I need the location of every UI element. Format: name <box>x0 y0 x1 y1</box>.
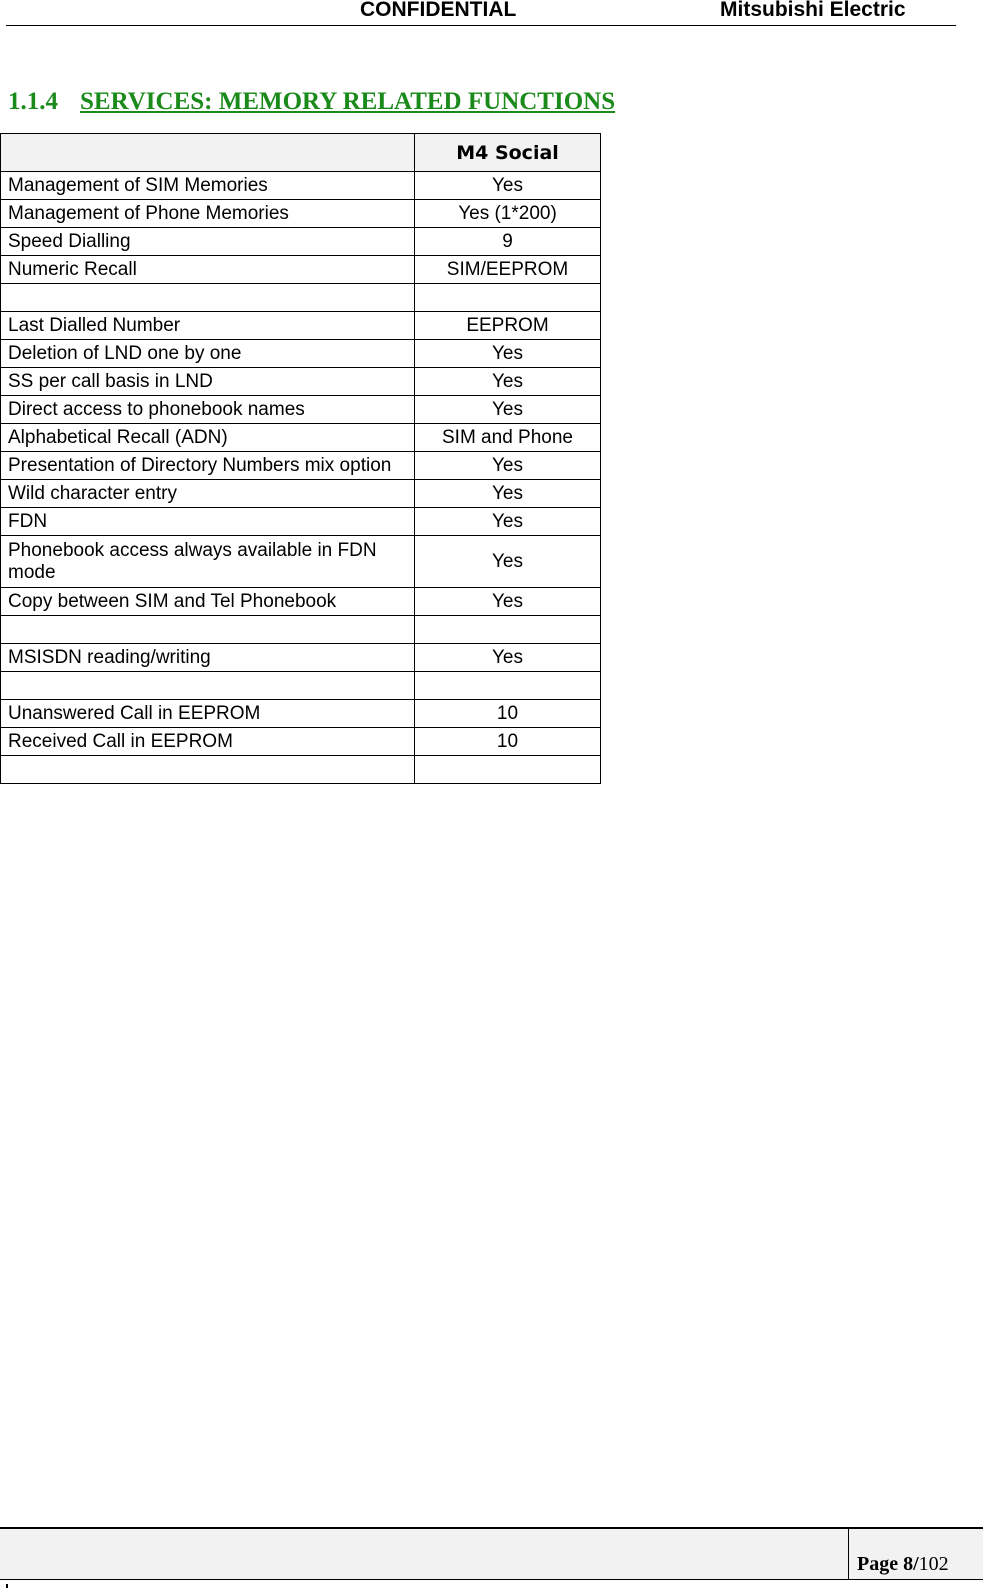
page-total: 102 <box>918 1553 949 1575</box>
table-row <box>1 256 601 284</box>
confidential-label: CONFIDENTIAL <box>360 0 517 21</box>
value-cell: Yes <box>415 588 601 616</box>
feature-cell <box>1 672 415 700</box>
feature-cell: MSISDN reading/writing <box>1 644 415 672</box>
value-cell: Yes <box>415 452 601 480</box>
value-cell: Yes <box>415 172 601 200</box>
table-row <box>1 588 601 616</box>
table-row <box>1 228 601 256</box>
feature-cell <box>1 284 415 312</box>
value-cell <box>415 284 601 312</box>
feature-cell: Presentation of Directory Numbers mix option <box>1 452 415 480</box>
table-row <box>1 424 601 452</box>
table-row <box>1 480 601 508</box>
footer-mark <box>6 1584 8 1588</box>
value-cell: 9 <box>415 228 601 256</box>
value-cell: Yes <box>415 396 601 424</box>
value-cell: Yes <box>415 644 601 672</box>
feature-cell: Last Dialled Number <box>1 312 415 340</box>
memory-functions-table <box>0 133 601 784</box>
value-cell <box>415 756 601 784</box>
company-name: Mitsubishi Electric <box>720 0 906 21</box>
table-row-empty <box>1 616 601 644</box>
column-header-m4-social: M4 Social <box>415 134 601 172</box>
feature-cell: Copy between SIM and Tel Phonebook <box>1 588 415 616</box>
table-row <box>1 368 601 396</box>
table-row <box>1 536 601 588</box>
value-cell <box>415 616 601 644</box>
feature-cell: Numeric Recall <box>1 256 415 284</box>
feature-cell: Unanswered Call in EEPROM <box>1 700 415 728</box>
section-number: 1.1.4 <box>8 88 58 115</box>
table-row <box>1 508 601 536</box>
footer-divider <box>848 1529 849 1579</box>
table-row <box>1 700 601 728</box>
value-cell: 10 <box>415 700 601 728</box>
table-row-empty <box>1 284 601 312</box>
feature-cell: Wild character entry <box>1 480 415 508</box>
feature-cell: Deletion of LND one by one <box>1 340 415 368</box>
feature-cell: Alphabetical Recall (ADN) <box>1 424 415 452</box>
table-row <box>1 728 601 756</box>
page-footer <box>0 1527 983 1580</box>
table-row <box>1 340 601 368</box>
feature-cell: SS per call basis in LND <box>1 368 415 396</box>
table-header-row <box>1 134 601 172</box>
section-heading <box>8 88 615 116</box>
value-cell: 10 <box>415 728 601 756</box>
feature-cell: FDN <box>1 508 415 536</box>
feature-cell <box>1 616 415 644</box>
page-label: Page 8/ <box>857 1553 919 1575</box>
value-cell: Yes <box>415 340 601 368</box>
value-cell: SIM/EEPROM <box>415 256 601 284</box>
feature-cell: Management of SIM Memories <box>1 172 415 200</box>
value-cell: Yes <box>415 368 601 396</box>
page-number <box>857 1553 949 1576</box>
table-row <box>1 644 601 672</box>
value-cell: Yes <box>415 536 601 588</box>
table-row <box>1 200 601 228</box>
table-row <box>1 312 601 340</box>
value-cell: Yes (1*200) <box>415 200 601 228</box>
value-cell: Yes <box>415 480 601 508</box>
value-cell: SIM and Phone <box>415 424 601 452</box>
feature-cell: Phonebook access always available in FDN mode <box>1 536 415 588</box>
feature-cell <box>1 756 415 784</box>
feature-cell: Direct access to phonebook names <box>1 396 415 424</box>
value-cell: Yes <box>415 508 601 536</box>
table-header-empty-cell <box>1 134 415 172</box>
feature-cell: Management of Phone Memories <box>1 200 415 228</box>
table-row-empty <box>1 756 601 784</box>
table-row <box>1 172 601 200</box>
value-cell: EEPROM <box>415 312 601 340</box>
value-cell <box>415 672 601 700</box>
feature-cell: Speed Dialling <box>1 228 415 256</box>
table-row <box>1 452 601 480</box>
table-row <box>1 396 601 424</box>
table-row-empty <box>1 672 601 700</box>
feature-cell: Received Call in EEPROM <box>1 728 415 756</box>
section-title-text: SERVICES: MEMORY RELATED FUNCTIONS <box>80 88 616 115</box>
page-header <box>6 0 956 26</box>
